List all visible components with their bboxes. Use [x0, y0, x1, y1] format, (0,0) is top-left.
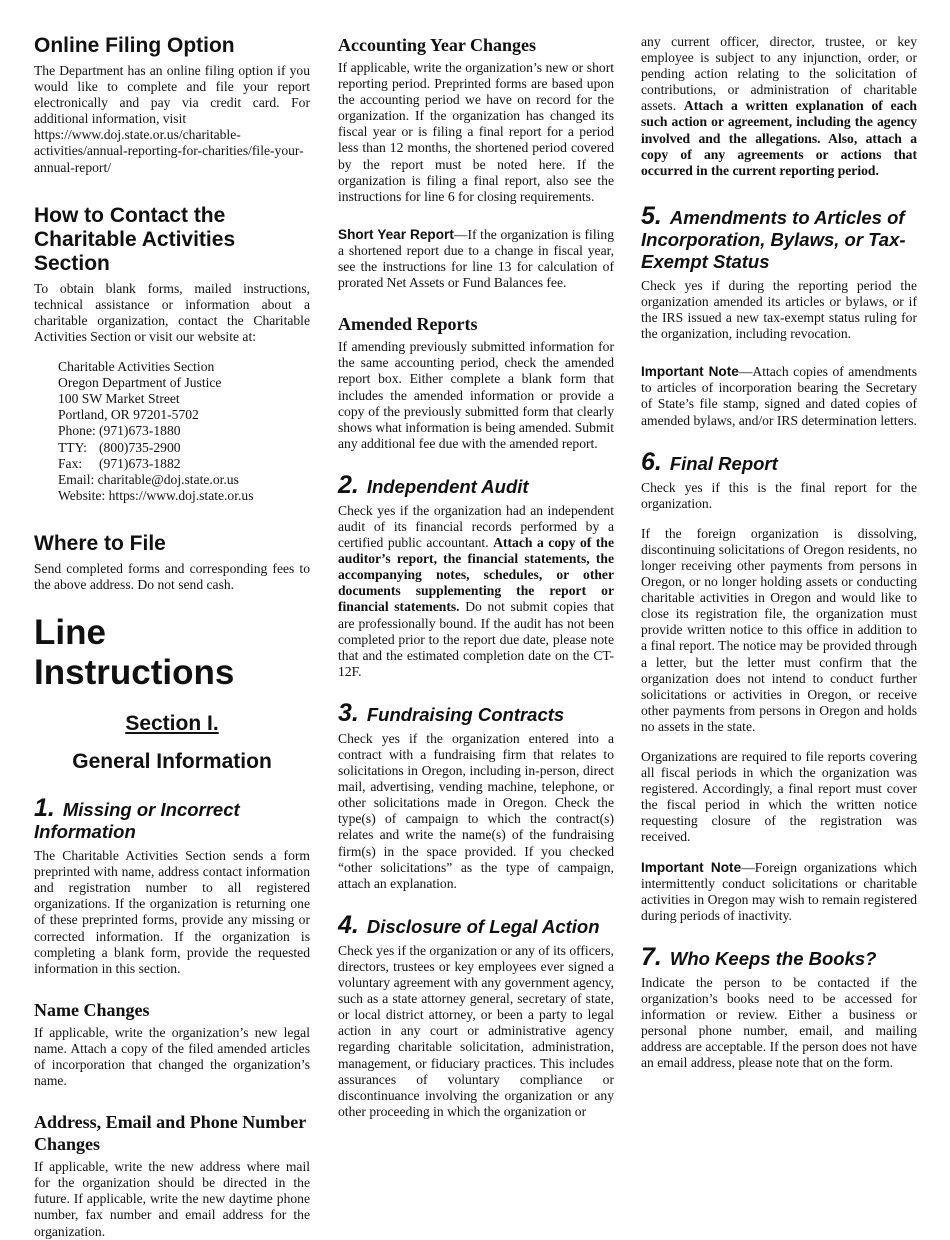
- item-number: 4.: [338, 910, 359, 939]
- phone-value: (971)673-1880: [99, 423, 181, 439]
- website-line[interactable]: Website: https://www.doj.state.or.us: [58, 487, 254, 503]
- item-6-body-3: Organizations are required to file reports covering all fiscal periods in which the organization was registered. Accordingly, a final report must cover the fiscal period in which the written notice requesting closure of the registration was received.: [641, 749, 917, 845]
- item-number: 7.: [641, 942, 662, 971]
- item-3-heading: [338, 698, 614, 727]
- address-line: Oregon Department of Justice: [58, 375, 222, 391]
- item-4-body-continued: any current officer, director, trustee, or key employee is subject to any injunction, order, or pending action relating to the solicitation of contributions, or administration of charitable assets. Attach a written explanation of each such action or agreement, including the agency involved and the allegations. Also, attach a copy of any agreements or actions that occurred in the current reporting period.: [641, 34, 917, 178]
- amended-reports-heading: Amended Reports: [338, 314, 478, 335]
- item-7-heading: [641, 942, 917, 971]
- fax-label: Fax:: [58, 455, 83, 471]
- phone-label: Phone:: [58, 423, 96, 439]
- phone-line: [58, 423, 310, 439]
- address-line: Portland, OR 97201-5702: [58, 407, 199, 423]
- short-year-label: Short Year Report: [338, 226, 454, 242]
- contact-heading: How to Contact the Charitable Activities Section: [34, 203, 236, 275]
- item-title: Disclosure of Legal Action: [366, 915, 600, 937]
- item-number: 1.: [34, 794, 55, 823]
- tty-value: (800)735-2900: [99, 439, 181, 455]
- item-title: Missing or Incorrect Information: [34, 799, 240, 843]
- item-6-note: Important Note—Foreign organizations which intermittently conduct solicitations or charitable activities in Oregon may wish to remain registered during periods of inactivity.: [641, 859, 918, 923]
- accounting-year-heading: Accounting Year Changes: [338, 35, 537, 55]
- tty-label: TTY:: [58, 439, 87, 455]
- column-1: [34, 34, 310, 1240]
- where-to-file-body: Send completed forms and corresponding fees to the above address. Do not send cash.: [34, 560, 310, 592]
- item-number: 5.: [641, 201, 662, 230]
- column-3: [641, 34, 917, 1072]
- item-5-heading: [641, 201, 917, 273]
- contact-address-block: [58, 359, 310, 504]
- address-changes-heading: Address, Email and Phone Number Changes: [34, 1112, 306, 1155]
- item-title: Independent Audit: [366, 475, 529, 497]
- item-number: 3.: [338, 698, 359, 727]
- item-1-body: The Charitable Activities Section sends a form preprinted with name, address contact information and registration number to all registered organizations. If the organization is returning one of these preprinted forms, provide any missing or corrected information. If the organization is completing a blank form, provide the requested information in this section.: [34, 848, 310, 976]
- item-2-heading: [338, 470, 614, 499]
- item-7-body: Indicate the person to be contacted if the organization’s books need to be accessed for information or review. Either a business or personal phone number, email, and mailing address are acceptable. If the person does not have an email address, please note that on the form.: [641, 974, 917, 1071]
- item-5-note: Important Note—Attach copies of amendments to articles of incorporation bearing the Secretary of State’s file stamp, signed and dated copies of amended bylaws, and/or IRS determination letters.: [641, 364, 918, 428]
- online-filing-heading: Online Filing Option: [34, 34, 235, 57]
- fax-value: (971)673-1882: [99, 455, 181, 471]
- item-title: Final Report: [669, 452, 778, 474]
- item-number: 6.: [641, 447, 662, 476]
- address-changes-body: If applicable, write the new address where mail for the organization should be directed in the future. If applicable, write the new daytime phone number, fax number and email address for the organization.: [34, 1159, 310, 1239]
- item-title: Fundraising Contracts: [366, 703, 565, 725]
- address-line: Charitable Activities Section: [58, 359, 215, 375]
- item-title: Who Keeps the Books?: [669, 947, 877, 969]
- section-subtitle: General Information: [72, 750, 272, 774]
- item-6-body-1: Check yes if this is the final report for the organization.: [641, 479, 917, 511]
- item-1-heading: [34, 794, 310, 843]
- email-line[interactable]: Email: charitable@doj.state.or.us: [58, 471, 239, 487]
- address-line: 100 SW Market Street: [58, 391, 180, 407]
- line-instructions-title: Line Instructions: [34, 613, 235, 693]
- name-changes-heading: Name Changes: [34, 999, 150, 1020]
- online-filing-body: The Department has an online filing option if you would like to complete and file your report electronically and pay via credit card. For additional information, visit: [34, 63, 310, 127]
- item-6-body-2: If the foreign organization is dissolving, discontinuing solicitations of Oregon residents, no longer receiving other payments from persons in Oregon, or no longer holding assets or conducting charitable activities in Oregon and would like to close its registration file, the organization must provide written notice to this office in addition to a final report. The notice may be provided through a letter, but the letter must confirm that the organization does not intend to conduct further solicitations or activities in Oregon, or receive other payments from persons in Oregon and holds no assets in the state.: [641, 525, 917, 734]
- item-4-body: Check yes if the organization or any of its officers, directors, trustees or key employees ever signed a voluntary agreement with any government agency, such as a state attorney general, secretary of state, or local district attorney, or been a party to legal action in any court or administrative agency regarding charitable solicitation, administration, management, or fiduciary practices. This includes assurances of voluntary compliance or discontinuance involving the organization or any other proceeding in which the organization or: [338, 942, 614, 1119]
- item-3-body: Check yes if the organization entered into a contract with a fundraising firm that relates to solicitations in Oregon, including in-person, direct mail, advertising, vending machine, telephone, or other solicitations made in Oregon. Check the type(s) of campaign to which the contract(s) relates and write the name(s) of the fundraising firm(s) in the space provided. If you checked “other solicitations” as the type of campaign, attach an explanation.: [338, 730, 614, 891]
- item-5-body: Check yes if during the reporting period the organization amended its articles or bylaws, or if the IRS issued a new tax-exempt status ruling for the organization, including revocation.: [641, 277, 917, 342]
- fax-line: [58, 456, 310, 472]
- item-number: 2.: [338, 470, 359, 499]
- column-2: [338, 34, 614, 1120]
- tty-line: [58, 440, 310, 456]
- section-title: Section I.: [125, 712, 219, 736]
- accounting-year-body: If applicable, write the organization’s new or short reporting period. Preprinted forms are based upon the accounting period we have on record for the organization. If the organization has changed its fiscal year or is filing a final report for a period less than 12 months, the shortened period covered by the report must be noted here. If the organization is filing a final report, also see the instructions for line 6 for closing requirements.: [338, 60, 614, 204]
- contact-body: To obtain blank forms, mailed instructions, technical assistance or information about a charitable organization, contact the Charitable Activities Section or visit our website at:: [34, 280, 310, 344]
- online-filing-url[interactable]: https://www.doj.state.or.us/charitable-activities/annual-reporting-for-charities/file-your-annual-report/: [34, 127, 304, 175]
- name-changes-body: If applicable, write the organization’s new legal name. Attach a copy of the filed amended articles of incorporation that changed the organization’s name.: [34, 1024, 310, 1089]
- important-note-label: Important Note: [641, 859, 742, 875]
- short-year-paragraph: [338, 227, 614, 291]
- item-6-heading: [641, 447, 917, 476]
- amended-reports-body: If amending previously submitted information for the same accounting period, check the amended report box. Either complete a blank form that includes the amended information or provide a copy of the previously submitted form that clearly shows what information is being amended. Submit any additional fee due with the amended report.: [338, 339, 614, 451]
- where-to-file-heading: Where to File: [34, 531, 166, 555]
- item-2-body: Check yes if the organization had an independent audit of its financial records performed by a certified public accountant. Attach a copy of the auditor’s report, the financial statements, the accompanying notes, schedules, or other documents supplementing the report or financial statements. Do not submit copies that are professionally bound. If the audit has not been completed prior to the report due date, please note that and the estimated completion date on the CT-12F.: [338, 502, 614, 679]
- short-year-body: —If the organization is filing a shortened report due to a change in fiscal year, see the instructions for line 13 for calculation of prorated Net Assets or Fund Balances fee.: [338, 226, 614, 291]
- item-title: Amendments to Articles of Incorporation, Bylaws, or Tax-Exempt Status: [641, 206, 906, 272]
- item-4-heading: [338, 910, 614, 939]
- important-note-label: Important Note: [641, 364, 739, 380]
